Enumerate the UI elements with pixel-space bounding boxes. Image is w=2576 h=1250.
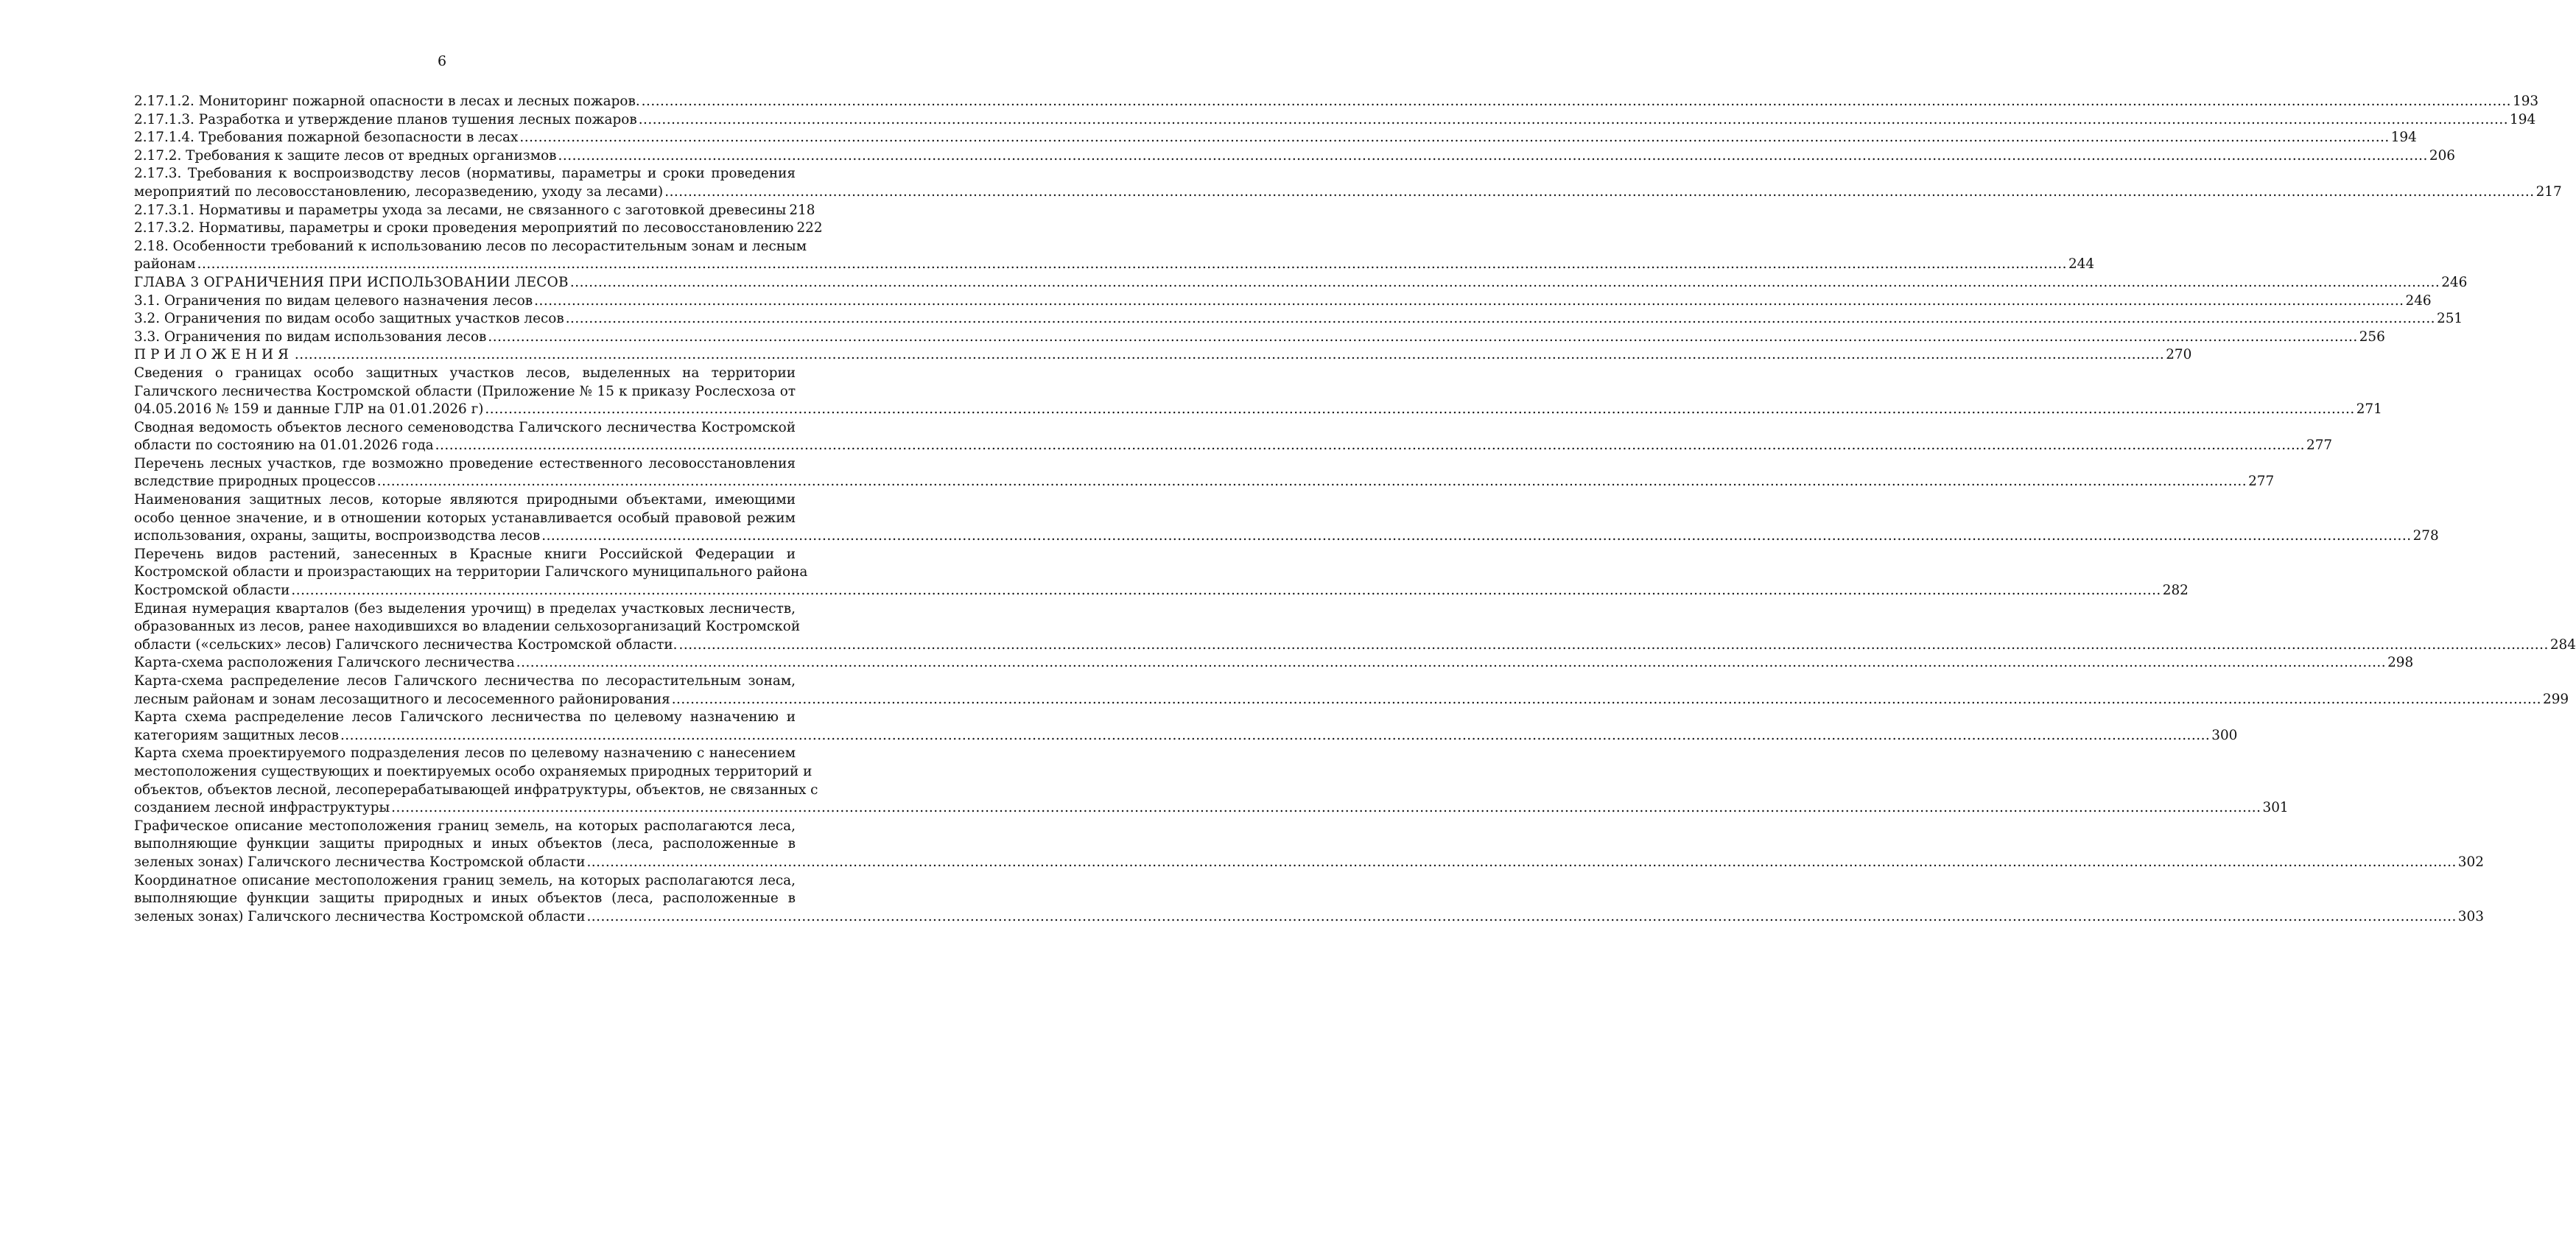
toc-entry-line: образованных из лесов, ранее находившихся во владении сельхозорганизаций Костромской: [134, 619, 801, 635]
toc-entry-title: 2.17.1.2. Мониторинг пожарной опасности в лесах и лесных пожаров.: [134, 94, 640, 109]
toc-page-number: 246: [2405, 292, 2432, 309]
toc-entry-line: Графическое описание местоположения границ земель, на которых располагаются леса,: [134, 818, 796, 834]
toc-page-number: 303: [2457, 908, 2484, 924]
toc-entry-line: объектов, объектов лесной, лесоперерабатывающей инфратруктуры, объектов, не связанных с: [134, 782, 818, 798]
toc-entry-title: зеленых зонах) Галичского лесничества Костромской области: [134, 854, 586, 870]
toc-entry-last-line: [134, 93, 2539, 111]
toc-page-number: 246: [2441, 274, 2468, 290]
toc-entry-title: ПРИЛОЖЕНИЯ: [134, 347, 293, 363]
toc-page-number: 278: [2412, 528, 2439, 544]
toc-entry: [134, 93, 2539, 111]
toc-entry-last-line: [134, 202, 815, 220]
toc-dot-leader: ................................................................................................................................................................................................................................................................................................................................................................................................................: [678, 636, 2549, 653]
toc-entry: [134, 709, 2238, 745]
toc-entry-line: Координатное описание местоположения границ земель, на которых располагаются леса,: [134, 872, 796, 888]
toc-entry-line: Галичского лесничества Костромской области (Приложение № 15 к приказу Рослесхоза от: [134, 383, 796, 399]
toc-dot-leader: ................................................................................................................................................................................................................................................................................................................................................................................................................: [586, 854, 2457, 870]
toc-dot-leader: ................................................................................................................................................................................................................................................................................................................................................................................................................: [519, 130, 2390, 146]
toc-page-number: 244: [2068, 256, 2095, 273]
toc-entry: [134, 365, 2382, 419]
toc-entry-title: ГЛАВА 3 ОГРАНИЧЕНИЯ ПРИ ИСПОЛЬЗОВАНИИ ЛЕСОВ: [134, 274, 569, 290]
toc-page-number: 298: [2387, 655, 2414, 671]
toc-page-number: 277: [2248, 474, 2275, 490]
toc-entry-last-line: [134, 908, 2484, 927]
toc-page-number: 284: [2549, 636, 2576, 653]
toc-dot-leader: ................................................................................................................................................................................................................................................................................................................................................................................................................: [638, 111, 2509, 127]
toc-entry: [134, 419, 2333, 455]
toc-entry: [134, 274, 2468, 292]
toc-dot-leader: ................................................................................................................................................................................................................................................................................................................................................................................................................: [641, 94, 2512, 109]
toc-page-number: 270: [2166, 347, 2192, 363]
toc-entry-last-line: [134, 111, 2536, 130]
toc-entry-title: лесным районам и зонам лесозащитного и лесосеменного районирования: [134, 691, 670, 707]
toc-entry-title: созданием лесной инфраструктуры: [134, 800, 390, 816]
toc-dot-leader: ................................................................................................................................................................................................................................................................................................................................................................................................................: [197, 256, 2067, 273]
toc-entry-title: 3.1. Ограничения по видам целевого назначения лесов: [134, 292, 533, 309]
toc-page-number: 194: [2510, 111, 2536, 127]
toc-entry: [134, 455, 2275, 491]
toc-entry: [134, 165, 2562, 201]
toc-entry: [134, 491, 2439, 546]
toc-entry: [134, 238, 2095, 274]
toc-entry-last-line: [134, 401, 2382, 419]
toc-entry: [134, 872, 2484, 927]
toc-entry-title: 3.3. Ограничения по видам использования лесов: [134, 329, 487, 345]
toc-dot-leader: ................................................................................................................................................................................................................................................................................................................................................................................................................: [488, 329, 2358, 345]
toc-dot-leader: ................................................................................................................................................................................................................................................................................................................................................................................................................: [376, 474, 2247, 490]
toc-entry: [134, 329, 2385, 347]
toc-entry-line: Перечень лесных участков, где возможно проведение естественного лесовосстановления: [134, 455, 796, 471]
toc-entry-line: Карта схема распределение лесов Галичского лесничества по целевому назначению и: [134, 709, 796, 726]
toc-entry: [134, 147, 2455, 166]
toc-entry-last-line: [134, 346, 2192, 365]
toc-entry-last-line: [134, 329, 2385, 347]
toc-entry-last-line: [134, 691, 2569, 709]
toc-entry: [134, 818, 2484, 872]
toc-entry-title: 2.17.3.1. Нормативы и параметры ухода за лесами, не связанного с заготовкой древесины: [134, 202, 787, 218]
toc-dot-leader: ................................................................................................................................................................................................................................................................................................................................................................................................................: [485, 401, 2355, 418]
toc-entry-line: выполняющие функции защиты природных и иных объектов (леса, расположенные в: [134, 891, 796, 907]
toc-page-number: 194: [2390, 130, 2417, 146]
toc-dot-leader: ................................................................................................................................................................................................................................................................................................................................................................................................................: [340, 727, 2211, 743]
toc-dot-leader: ................................................................................................................................................................................................................................................................................................................................................................................................................: [291, 583, 2161, 599]
page-number: 6: [437, 53, 447, 69]
toc-page-number: 206: [2429, 147, 2455, 164]
toc-dot-leader: ................................................................................................................................................................................................................................................................................................................................................................................................................: [565, 311, 2436, 327]
toc-entry: [134, 745, 2289, 817]
toc-dot-leader: ................................................................................................................................................................................................................................................................................................................................................................................................................: [671, 691, 2542, 707]
toc-entry-line: Карта схема проектируемого подразделения лесов по целевому назначению с нанесением: [134, 745, 796, 762]
toc-entry-title: области («сельских» лесов) Галичского лесничества Костромской области.: [134, 636, 678, 653]
toc-entry-last-line: [134, 799, 2289, 818]
toc-entry-last-line: [134, 527, 2439, 546]
table-of-contents: [134, 93, 2576, 926]
toc-dot-leader: ................................................................................................................................................................................................................................................................................................................................................................................................................: [534, 292, 2404, 309]
toc-entry-title: 2.17.1.4. Требования пожарной безопасности в лесах: [134, 130, 519, 146]
toc-entry: [134, 346, 2192, 365]
toc-entry-last-line: [134, 854, 2484, 872]
toc-dot-leader: ................................................................................................................................................................................................................................................................................................................................................................................................................: [541, 528, 2412, 544]
toc-entry: [134, 546, 2189, 600]
toc-dot-leader: ................................................................................................................................................................................................................................................................................................................................................................................................................: [558, 147, 2428, 164]
toc-entry-last-line: [134, 654, 2414, 673]
toc-entry-title: вследствие природных процессов: [134, 474, 376, 490]
toc-entry-last-line: [134, 220, 823, 238]
toc-page-number: 251: [2437, 311, 2463, 327]
toc-entry: [134, 654, 2414, 673]
toc-entry-title: Карта-схема расположения Галичского лесничества: [134, 655, 515, 671]
toc-page-number: 301: [2262, 800, 2289, 816]
toc-entry: [134, 111, 2536, 130]
toc-entry-title: 3.2. Ограничения по видам особо защитных участков лесов: [134, 311, 564, 327]
toc-entry-line: 2.18. Особенности требований к использованию лесов по лесорастительным зонам и лесным: [134, 238, 807, 254]
toc-entry-last-line: [134, 147, 2455, 166]
toc-entry-line: Единая нумерация кварталов (без выделения урочищ) в пределах участковых лесничеств,: [134, 600, 796, 617]
toc-page-number: 256: [2359, 329, 2385, 345]
toc-entry-title: категориям защитных лесов: [134, 727, 339, 743]
toc-entry-line: Карта-схема распределение лесов Галичского лесничества по лесорастительным зонам,: [134, 673, 796, 689]
toc-entry-last-line: [134, 310, 2463, 329]
toc-entry-line: 2.17.3. Требования к воспроизводству лесов (нормативы, параметры и сроки проведения: [134, 166, 796, 182]
toc-entry: [134, 129, 2417, 147]
toc-page-number: 222: [796, 220, 823, 236]
toc-page-number: 217: [2535, 183, 2562, 200]
toc-dot-leader: ................................................................................................................................................................................................................................................................................................................................................................................................................: [435, 438, 2305, 454]
toc-page-number: 193: [2513, 94, 2539, 109]
toc-page-number: 299: [2543, 691, 2569, 707]
toc-entry: [134, 202, 815, 220]
toc-dot-leader: ................................................................................................................................................................................................................................................................................................................................................................................................................: [586, 908, 2457, 924]
toc-dot-leader: ................................................................................................................................................................................................................................................................................................................................................................................................................: [664, 183, 2535, 200]
toc-entry-last-line: [134, 636, 2576, 655]
toc-entry-title: зеленых зонах) Галичского лесничества Костромской области: [134, 908, 586, 924]
toc-entry-line: Сводная ведомость объектов лесного семеноводства Галичского лесничества Костромской: [134, 419, 796, 435]
toc-entry: [134, 673, 2569, 709]
toc-entry-title: 2.17.1.3. Разработка и утверждение планов тушения лесных пожаров: [134, 111, 637, 127]
toc-page-number: 218: [789, 202, 815, 218]
toc-entry: [134, 600, 2576, 655]
toc-entry-last-line: [134, 274, 2468, 292]
toc-entry-title: Костромской области: [134, 583, 290, 599]
toc-entry-line: Перечень видов растений, занесенных в Красные книги Российской Федерации и: [134, 546, 796, 562]
toc-entry: [134, 292, 2432, 311]
toc-entry-title: 2.17.3.2. Нормативы, параметры и сроки проведения мероприятий по лесовосстановлению: [134, 220, 794, 236]
toc-entry-title: области по состоянию на 01.01.2026 года: [134, 438, 434, 454]
toc-page-number: 277: [2306, 438, 2333, 454]
toc-dot-leader: ................................................................................................................................................................................................................................................................................................................................................................................................................: [516, 655, 2387, 671]
toc-entry-last-line: [134, 183, 2562, 202]
toc-dot-leader: ................................................................................................................................................................................................................................................................................................................................................................................................................: [294, 347, 2165, 363]
toc-entry-title: 04.05.2016 № 159 и данные ГЛР на 01.01.2026 г): [134, 401, 484, 418]
toc-entry-line: выполняющие функции защиты природных и иных объектов (леса, расположенные в: [134, 836, 796, 852]
toc-page-number: 271: [2356, 401, 2382, 418]
toc-entry-line: местоположения существующих и поектируемых особо охраняемых природных территорий и: [134, 763, 813, 779]
toc-entry-line: Сведения о границах особо защитных участков лесов, выделенных на территории: [134, 365, 796, 381]
toc-entry-title: районам: [134, 256, 196, 273]
toc-entry-last-line: [134, 582, 2189, 600]
toc-entry-last-line: [134, 292, 2432, 311]
toc-entry: [134, 310, 2463, 329]
toc-dot-leader: ................................................................................................................................................................................................................................................................................................................................................................................................................: [569, 274, 2440, 290]
toc-entry-line: Наименования защитных лесов, которые являются природными объектами, имеющими: [134, 492, 796, 508]
toc-entry-line: особо ценное значение, и в отношении которых устанавливается особый правовой режим: [134, 510, 796, 526]
toc-entry-title: мероприятий по лесовосстановлению, лесоразведению, уходу за лесами): [134, 183, 664, 200]
toc-page-number: 302: [2457, 854, 2484, 870]
toc-entry-line: Костромской области и произрастающих на территории Галичского муниципального района: [134, 564, 808, 580]
toc-entry-last-line: [134, 129, 2417, 147]
toc-entry-last-line: [134, 256, 2095, 274]
toc-page-number: 282: [2162, 583, 2189, 599]
toc-entry-title: использования, охраны, защиты, воспроизводства лесов: [134, 528, 541, 544]
toc-entry-last-line: [134, 727, 2238, 745]
toc-entry-last-line: [134, 437, 2333, 455]
toc-entry-last-line: [134, 473, 2275, 491]
toc-entry: [134, 220, 823, 238]
toc-page-number: 300: [2211, 727, 2238, 743]
toc-dot-leader: ................................................................................................................................................................................................................................................................................................................................................................................................................: [391, 800, 2261, 816]
toc-entry-title: 2.17.2. Требования к защите лесов от вредных организмов: [134, 147, 557, 164]
